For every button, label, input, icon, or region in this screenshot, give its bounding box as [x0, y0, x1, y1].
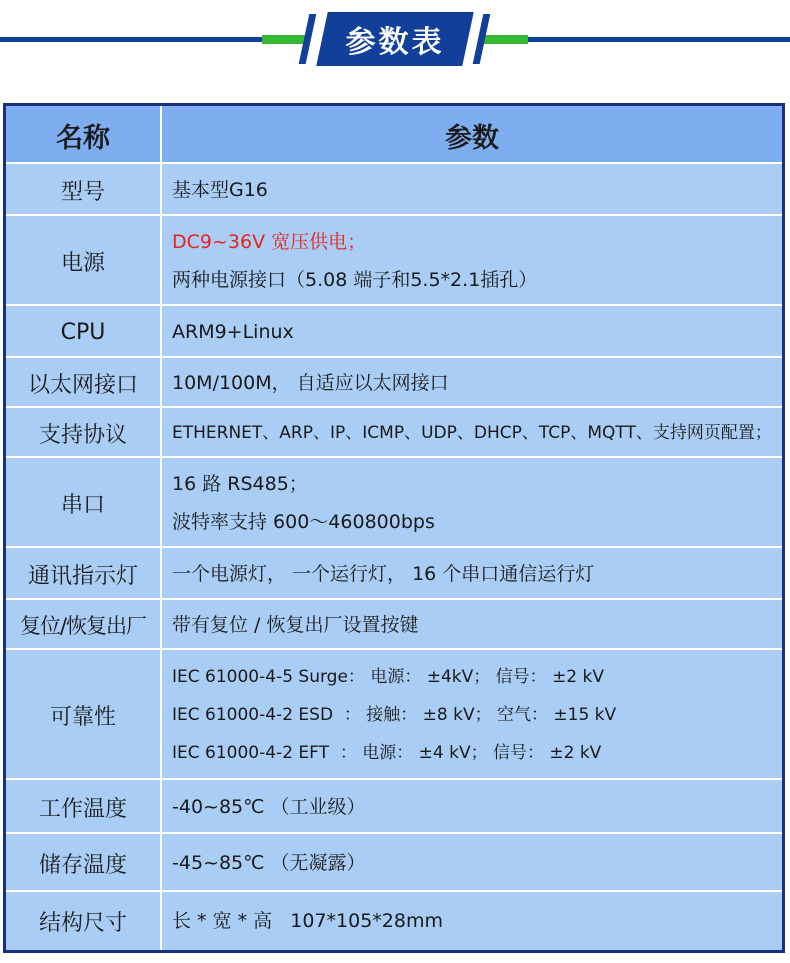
row-name: 复位/恢复出厂 [19, 614, 147, 638]
table-row [6, 780, 782, 834]
row-value [172, 780, 778, 834]
value-line: 16 路 RS485； [172, 473, 308, 495]
row-name: 结构尺寸 [38, 910, 127, 936]
value-line: 两种电源接口（5.08 端子和5.5*2.1插孔） [172, 269, 538, 291]
row-value [172, 408, 778, 458]
value-line: IEC 61000-4-2 EFT ： 电源： ±4 kV； 信号： ±2 kV [172, 743, 602, 763]
row-name: 储存温度 [38, 852, 127, 878]
table-row [6, 650, 782, 780]
table-row [6, 892, 782, 950]
table-row [6, 548, 782, 600]
value-line: 10M/100M， 自适应以太网接口 [172, 372, 449, 394]
value-line: 基本型G16 [172, 179, 268, 201]
value-line: 波特率支持 600～460800bps [172, 511, 435, 533]
row-value [172, 216, 778, 306]
table-row [6, 358, 782, 408]
value-line: IEC 61000-4-5 Surge： 电源： ±4kV； 信号： ±2 kV [172, 667, 605, 687]
row-value [172, 458, 778, 548]
value-line: ETHERNET、ARP、IP、ICMP、UDP、DHCP、TCP、MQTT、支持网页配置； [172, 423, 772, 443]
spec-table [3, 103, 785, 953]
value-line-highlight: DC9~36V 宽压供电； [172, 231, 367, 253]
banner-accent-right [480, 35, 528, 44]
value-line: -45~85℃ （无凝露） [172, 852, 366, 874]
row-value [172, 358, 778, 408]
table-row [6, 600, 782, 650]
row-value [172, 548, 778, 600]
header-param: 参数 [445, 122, 499, 154]
row-value [172, 600, 778, 650]
row-name: 型号 [60, 179, 105, 205]
title-banner [0, 0, 790, 80]
value-line: -40~85℃ （工业级） [172, 796, 366, 818]
table-row [6, 834, 782, 892]
row-name: 串口 [60, 492, 105, 518]
row-value [172, 834, 778, 892]
table-row [6, 216, 782, 306]
row-name: 工作温度 [38, 796, 127, 822]
row-value [172, 164, 778, 216]
row-name: 以太网接口 [27, 372, 138, 398]
header-name: 名称 [56, 122, 110, 154]
table-row [6, 306, 782, 358]
row-name: 支持协议 [38, 422, 127, 448]
value-line: ARM9+Linux [172, 321, 294, 343]
value-line: 带有复位 / 恢复出厂设置按键 [172, 614, 419, 636]
value-line: IEC 61000-4-2 ESD ： 接触： ±8 kV； 空气： ±15 kV [172, 705, 617, 725]
row-name: 电源 [60, 250, 105, 276]
row-value [172, 650, 778, 780]
table-row [6, 164, 782, 216]
row-name: 可靠性 [49, 704, 116, 730]
row-value [172, 306, 778, 358]
row-name: CPU [60, 319, 106, 345]
value-line: 长 * 宽 * 高 107*105*28mm [172, 910, 444, 932]
table-row [6, 408, 782, 458]
table-header-row [6, 106, 782, 164]
page-title: 参数表 [345, 25, 445, 60]
banner-line-left [0, 37, 300, 42]
banner-line-right [490, 37, 790, 42]
table-row [6, 458, 782, 548]
row-value [172, 892, 778, 950]
row-name: 通讯指示灯 [27, 563, 138, 589]
value-line: 一个电源灯， 一个运行灯， 16 个串口通信运行灯 [172, 563, 595, 585]
